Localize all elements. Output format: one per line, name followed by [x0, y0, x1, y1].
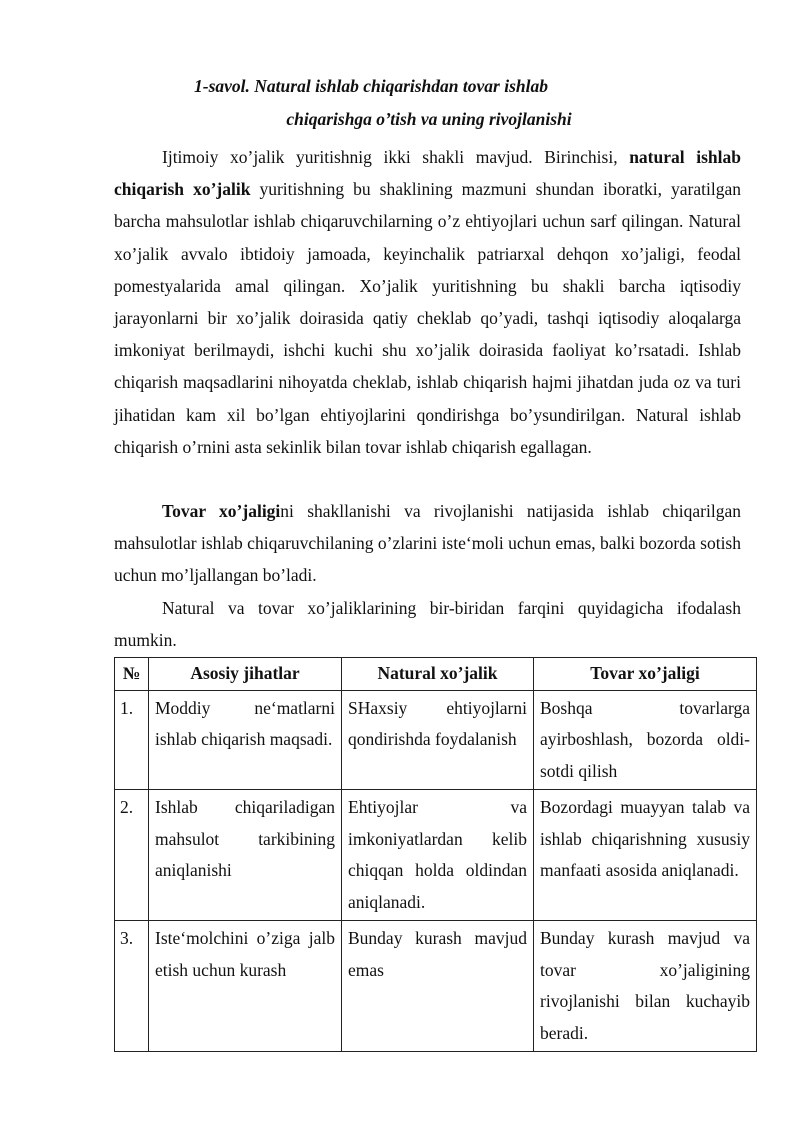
header-commodity: Tovar xo’jaligi	[534, 658, 757, 691]
header-aspects: Asosiy jihatlar	[149, 658, 342, 691]
row-commodity: Boshqa tovarlarga ayirboshlash, bozorda oldi-sotdi qilish	[534, 690, 757, 790]
paragraph-intro-table: Natural va tovar xo’jaliklarining bir-biridan farqini quyidagicha ifodalash mumkin.	[114, 598, 741, 651]
row-number: 3.	[115, 921, 149, 1052]
section-title-line2: chiqarishga o’tish va uning rivojlanishi	[286, 109, 572, 129]
paragraph-text: Ijtimoiy xo’jalik yuritishnig ikki shakli mavjud. Birinchisi,	[162, 147, 630, 167]
row-number: 1.	[115, 690, 149, 790]
paragraph-natural-economy	[114, 141, 741, 463]
header-number: №	[115, 658, 149, 691]
row-aspect: Ishlab chiqariladigan mahsulot tarkibining aniqlanishi	[149, 790, 342, 921]
row-natural: Bunday kurash mavjud emas	[342, 921, 534, 1052]
bold-term-natural: natural ishlab chiqarish xo’jalik	[114, 147, 741, 200]
row-commodity: Bozordagi muayyan talab va ishlab chiqarishning xususiy manfaati asosida aniqlanadi.	[534, 790, 757, 921]
table-row	[115, 790, 757, 921]
comparison-table	[114, 657, 757, 1052]
bold-term-commodity: Tovar xo’jaligi	[162, 501, 281, 521]
table-row	[115, 690, 757, 790]
row-commodity: Bunday kurash mavjud va tovar xo’jaligining rivojlanishi bilan kuchayib beradi.	[534, 921, 757, 1052]
row-aspect: Iste‘molchini o’ziga jalb etish uchun kurash	[149, 921, 342, 1052]
table-row	[115, 921, 757, 1052]
row-natural: Ehtiyojlar va imkoniyatlardan kelib chiqqan holda oldindan aniqlanadi.	[342, 790, 534, 921]
paragraph-commodity-economy	[114, 495, 741, 592]
row-number: 2.	[115, 790, 149, 921]
row-natural: SHaxsiy ehtiyojlarni qondirishda foydalanish	[342, 690, 534, 790]
section-title-line1: 1-savol. Natural ishlab chiqarishdan tovar ishlab	[194, 76, 548, 96]
paragraph-text: ni shakllanishi va rivojlanishi natijasida ishlab chiqarilgan mahsulotlar ishlab chiqaruvchilaning o’zlarini iste‘moli uchun emas, balki bozorda sotish uchun mo’ljallangan bo’ladi.	[114, 501, 741, 586]
row-aspect: Moddiy ne‘matlarni ishlab chiqarish maqsadi.	[149, 690, 342, 790]
table-header-row	[115, 658, 757, 691]
paragraph-text: yuritishning bu shaklining mazmuni shundan iboratki, yaratilgan barcha mahsulotlar ishlab chiqaruvchilarning o’z ehtiyojlari uchun sarf qilingan. Natural xo’jalik avvalo ibtidoiy jamoada, keyinchalik patriarxal dehqon xo’jaligi, feodal pomestyalarida amal qilingan. Xo’jalik yuritishning bu shakli barcha iqtisodiy jarayonlarni bir xo’jalik doirasida qatiy cheklab qo’yadi, tashqi iqtisodiy aloqalarga imkoniyat berilmaydi, ishchi kuchi shu xo’jalik doirasida faoliyat ko’rsatadi. Ishlab chiqarish maqsadlarini nihoyatda cheklab, ishlab chiqarish hajmi jihatdan juda oz va turi jihatidan kam xil bo’lgan ehtiyojlarini qondirishga bo’ysundirilgan. Natural ishlab chiqarish o’rnini asta sekinlik bilan tovar ishlab chiqarish egallagan.	[114, 179, 741, 457]
header-natural: Natural xo’jalik	[342, 658, 534, 691]
